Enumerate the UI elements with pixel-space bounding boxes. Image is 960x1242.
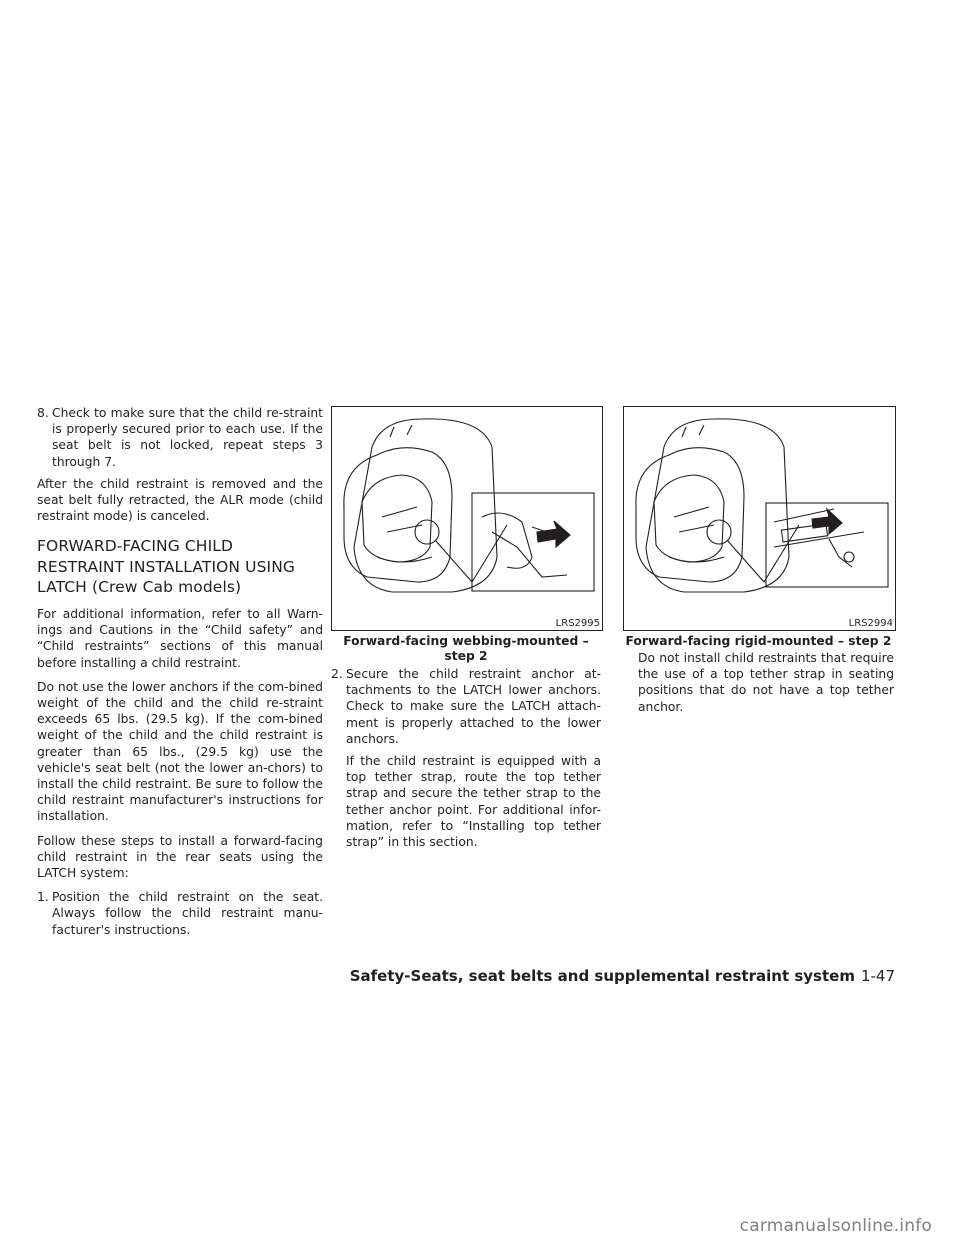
figure-id: LRS2994 [848, 618, 893, 629]
section-title: Safety-Seats, seat belts and supplemental restraint system [349, 967, 855, 985]
child-seat-illustration [624, 407, 895, 630]
info-paragraph: For additional information, refer to all Warn-ings and Cautions in the “Child safety” and “Child restraints” sections of this manual before installing a child restraint. [37, 606, 323, 670]
step-8 [37, 405, 323, 470]
heading-line-2: RESTRAINT INSTALLATION USING [37, 557, 295, 576]
figure-caption-webbing [331, 634, 601, 664]
right-column [623, 650, 894, 723]
step-2 [331, 666, 601, 747]
step-number: 1. [37, 890, 49, 905]
tether-note: Do not install child restraints that require the use of a top tether strap in seating positions that do not have a top tether anchor. [638, 651, 894, 714]
watermark: carmanualsonline.info [739, 1216, 932, 1236]
caption-line-1: Forward-facing webbing-mounted – [343, 634, 589, 648]
left-column [37, 405, 323, 944]
step-number: 2. [331, 667, 343, 681]
step-text: Secure the child restraint anchor at-tachments to the LATCH lower anchors. Check to make sure the LATCH attach-ment is properly attached to the lower anchors. [346, 667, 601, 746]
tether-paragraph: If the child restraint is equipped with a top tether strap, route the top tether strap and secure the tether strap to the tether anchor point. For additional infor-mation, refer to “Installing top tether strap” in this section. [346, 754, 601, 850]
figure-webbing-mounted [331, 406, 603, 631]
step-text: Check to make sure that the child re-straint is properly secured prior to each use. If the seat belt is not locked, repeat steps 3 through 7. [52, 406, 323, 469]
heading-line-1: FORWARD-FACING CHILD [37, 537, 234, 556]
alr-paragraph: After the child restraint is removed and the seat belt fully retracted, the ALR mode (child restraint mode) is canceled. [37, 476, 323, 524]
page-footer [350, 967, 895, 985]
follow-paragraph: Follow these steps to install a forward-facing child restraint in the rear seats using the LATCH system: [37, 833, 323, 880]
step-number: 8. [37, 406, 49, 420]
heading-line-3: LATCH (Crew Cab models) [37, 578, 242, 597]
figure-id: LRS2995 [555, 618, 600, 629]
step-text: Position the child restraint on the seat. Always follow the child restraint manu-facturer's instructions. [52, 890, 323, 937]
caption-line-2: step 2 [444, 649, 488, 663]
child-seat-illustration [332, 407, 602, 630]
figure-rigid-mounted [623, 406, 896, 631]
step-1 [37, 889, 323, 938]
middle-column [331, 666, 601, 858]
weight-paragraph: Do not use the lower anchors if the com-bined weight of the child and the child re-straint exceeds 65 lbs. (29.5 kg). If the com-bined weight of the child and the child restraint is greater than 65 lbs., (29.5 kg) use the vehicle's seat belt (not the lower an-chors) to install the child restraint. Be sure to follow the child restraint manufacturer's instructions for installation. [37, 679, 323, 824]
figure-caption-rigid: Forward-facing rigid-mounted – step 2 [625, 634, 892, 648]
page-number: 1-47 [860, 967, 895, 985]
section-heading [37, 536, 323, 598]
